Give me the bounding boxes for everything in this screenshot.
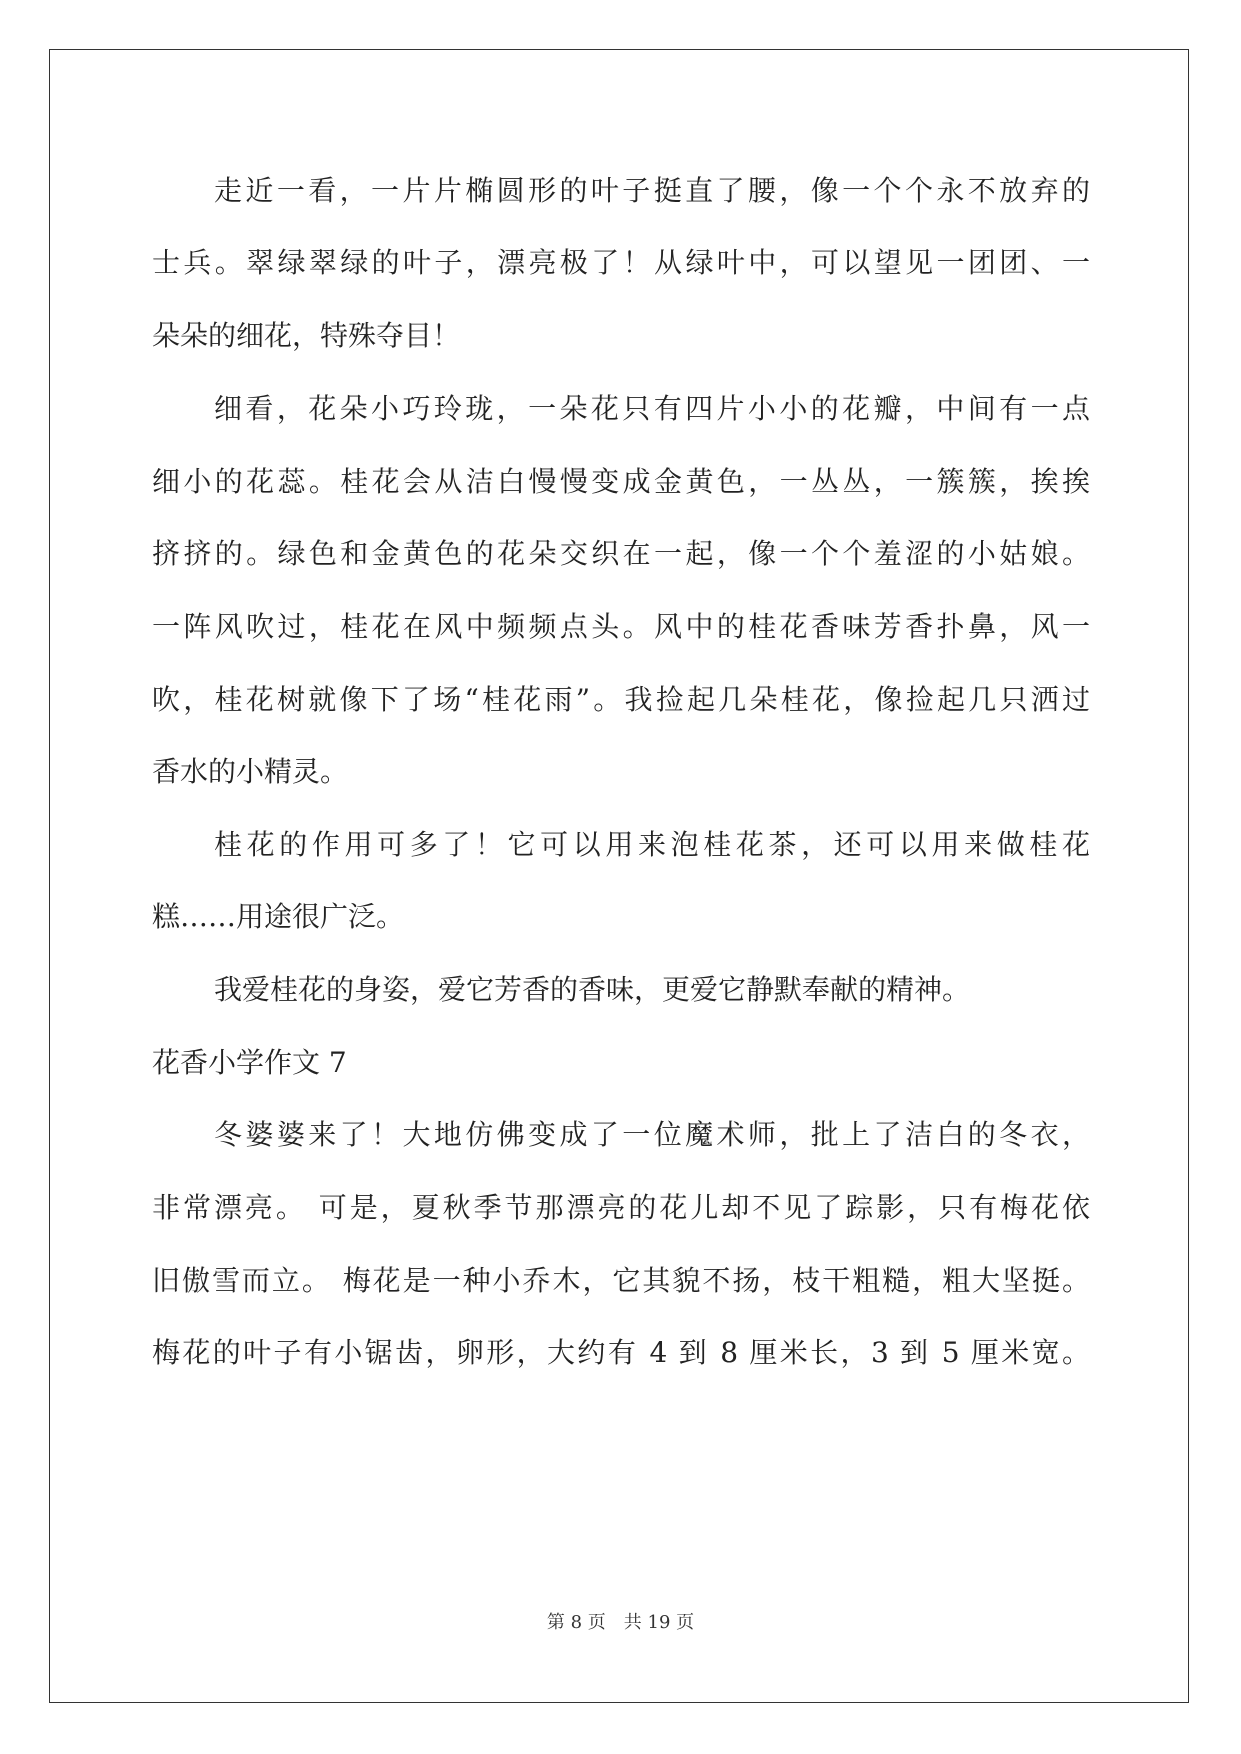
paragraph-5-line-3: 旧傲雪而立。 梅花是一种小乔木，它其貌不扬，枝干粗糙，粗大坚挺。 [152,1264,1090,1297]
paragraph-5-line-4: 梅花的叶子有小锯齿，卵形，大约有 4 到 8 厘米长，3 到 5 厘米宽。 [152,1336,1090,1369]
paragraph-1-line-3: 朵朵的细花，特殊夺目！ [152,319,461,352]
paragraph-5-line-1: 冬婆婆来了！大地仿佛变成了一位魔术师，批上了洁白的冬衣， [214,1118,1090,1151]
section-title: 花香小学作文 7 [152,1046,347,1079]
paragraph-2-line-3: 挤挤的。绿色和金黄色的花朵交织在一起，像一个个羞涩的小姑娘。 [152,537,1090,570]
paragraph-5-line-2: 非常漂亮。 可是，夏秋季节那漂亮的花儿却不见了踪影，只有梅花依 [152,1191,1090,1224]
paragraph-4-line-1: 我爱桂花的身姿，爱它芳香的香味，更爱它静默奉献的精神。 [214,973,971,1006]
paragraph-3-line-1: 桂花的作用可多了！它可以用来泡桂花茶，还可以用来做桂花 [214,828,1090,861]
paragraph-1-line-2: 士兵。翠绿翠绿的叶子，漂亮极了！从绿叶中，可以望见一团团、一 [152,246,1090,279]
paragraph-2-line-4: 一阵风吹过，桂花在风中频频点头。风中的桂花香味芳香扑鼻，风一 [152,610,1090,643]
paragraph-3-line-2: 糕……用途很广泛。 [152,900,405,933]
paragraph-2-line-6: 香水的小精灵。 [152,755,349,788]
page-number-footer: 第 8 页 共 19 页 [546,1612,695,1633]
paragraph-1-line-1: 走近一看，一片片椭圆形的叶子挺直了腰，像一个个永不放弃的 [214,174,1090,207]
paragraph-2-line-1: 细看，花朵小巧玲珑，一朵花只有四片小小的花瓣，中间有一点 [214,392,1090,425]
page-border [49,49,1189,1703]
paragraph-2-line-2: 细小的花蕊。桂花会从洁白慢慢变成金黄色，一丛丛，一簇簇，挨挨 [152,465,1090,498]
paragraph-2-line-5: 吹，桂花树就像下了场“桂花雨”。我捡起几朵桂花，像捡起几只洒过 [152,683,1090,716]
